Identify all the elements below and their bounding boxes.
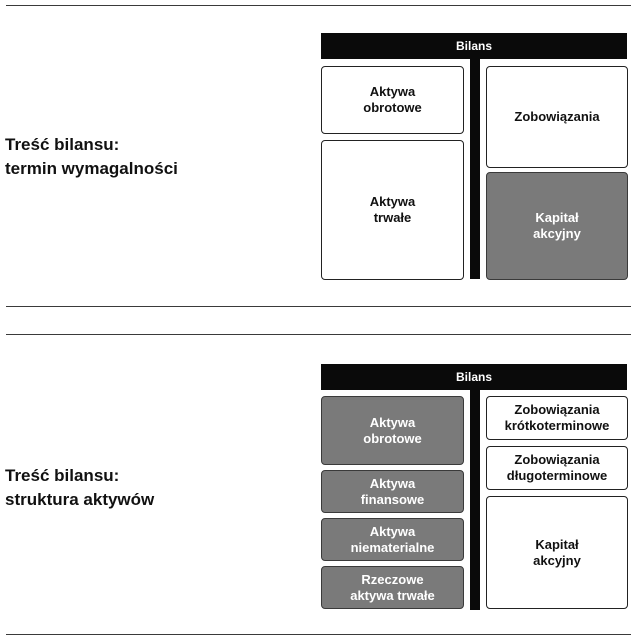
box-label-line: Aktywa: [369, 84, 416, 99]
box-label-line: Aktywa: [369, 523, 416, 539]
box-label-line: Kapitał: [535, 536, 579, 552]
box-label-line: długoterminowe: [506, 468, 608, 483]
heading-line-2: termin wymagalności: [5, 159, 178, 178]
box-label-line: trwałe: [373, 210, 412, 225]
section-heading: [5, 464, 305, 512]
box-label-line: Zobowiązania: [514, 402, 600, 417]
box-label-line: niematerialne: [350, 539, 435, 555]
heading-line-1: Treść bilansu:: [5, 135, 120, 154]
box-label-line: krótkoterminowe: [504, 418, 610, 433]
box-label-line: Aktywa: [369, 414, 416, 430]
box-label-line: Zobowiązania: [514, 452, 600, 467]
box-label-line: obrotowe: [363, 430, 422, 446]
box-label-line: Aktywa: [369, 475, 416, 491]
box-label-line: Rzeczowe: [361, 571, 424, 587]
bilans-header: Bilans: [321, 364, 627, 390]
box-label-line: akcyjny: [533, 552, 581, 568]
box-long-term-liabilities: [486, 446, 628, 490]
box-intangible-assets: [321, 518, 464, 561]
box-label-line: finansowe: [360, 491, 425, 507]
heading-line-1: Treść bilansu:: [5, 466, 120, 485]
box-label-line: Aktywa: [369, 194, 416, 209]
box-label-line: Kapitał: [535, 210, 579, 225]
box-label-line: Zobowiązania: [514, 109, 600, 124]
box-current-assets: [321, 396, 464, 465]
box-share-capital: [486, 496, 628, 609]
box-short-term-liabilities: [486, 396, 628, 440]
box-label-line: akcyjny: [533, 226, 581, 241]
heading-line-2: struktura aktywów: [5, 490, 155, 509]
balance-divider: [470, 390, 480, 610]
box-label-line: aktywa trwałe: [350, 587, 435, 603]
bottom-rule: [6, 634, 631, 635]
box-label-line: obrotowe: [363, 100, 422, 115]
bilans-header: Bilans: [321, 33, 627, 59]
box-tangible-assets: [321, 566, 464, 609]
box-financial-assets: [321, 470, 464, 513]
